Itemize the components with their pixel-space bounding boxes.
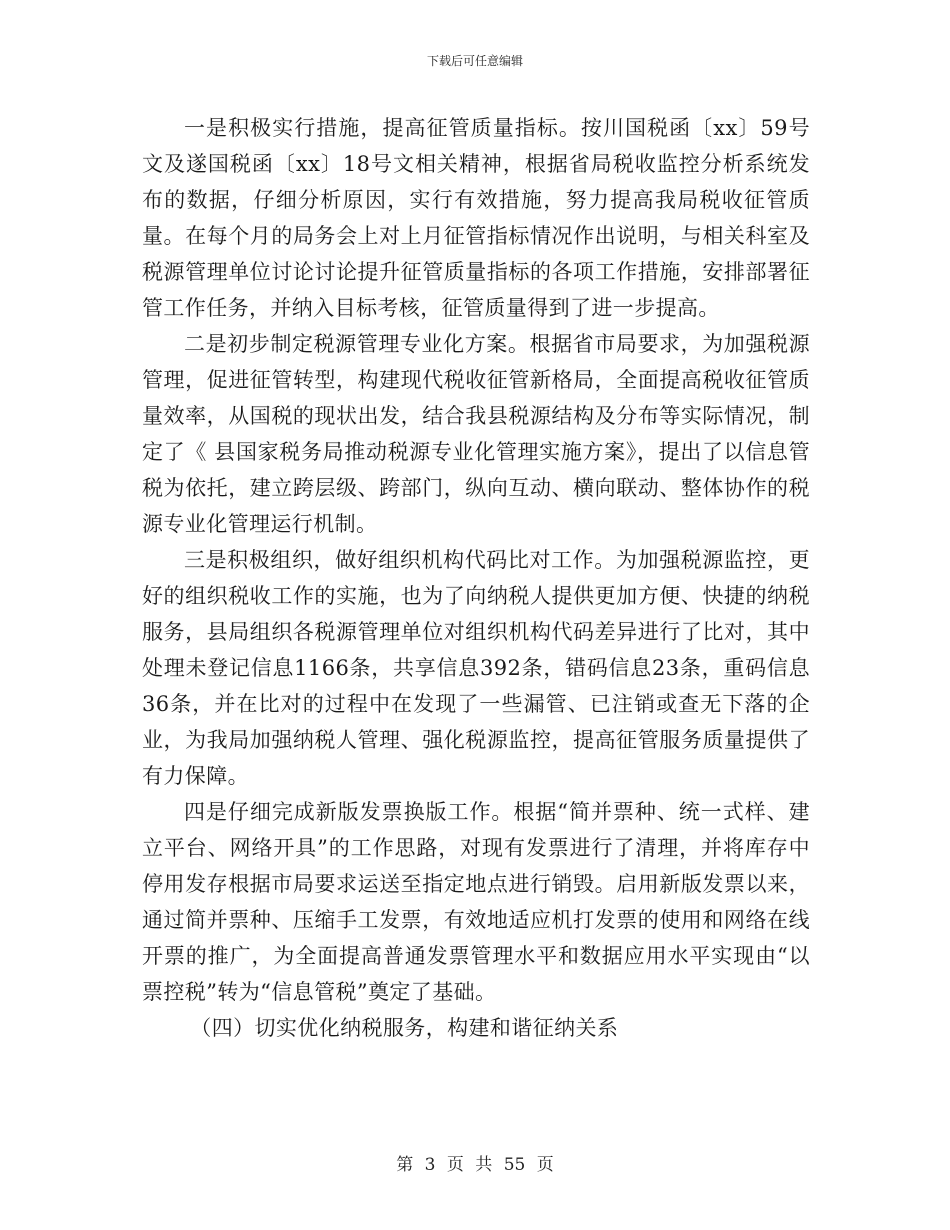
paragraph-3: 三是积极组织，做好组织机构代码比对工作。为加强税源监控，更好的组织税收工作的实施，也为了向纳税人提供更加方便、快捷的纳税服务，县局组织各税源管理单位对组织机构代码差异进行了比对，其中处理未登记信息1166条，共享信息392条，错码信息23条，重码信息36条，并在比对的过程中在发现了一些漏管、已注销或查无下落的企业，为我局加强纳税人管理、强化税源监控，提高征管服务质量提供了有力保障。: [142, 548, 810, 788]
paragraph-1: 一是积极实行措施，提高征管质量指标。按川国税函〔xx〕59号文及遂国税函〔xx〕18号文相关精神，根据省局税收监控分析系统发布的数据，仔细分析原因，实行有效措施，努力提高我局税收征管质量。在每个月的局务会上对上月征管指标情况作出说明，与相关科室及税源管理单位讨论讨论提升征管质量指标的各项工作措施，安排部署征管工作任务，并纳入目标考核，征管质量得到了进一步提高。: [142, 116, 810, 320]
section-heading: （四）切实优化纳税服务，构建和谐征纳关系: [190, 1016, 619, 1040]
document-body: [142, 110, 810, 1046]
paragraph-4: 四是仔细完成新版发票换版工作。根据“简并票种、统一式样、建立平台、网络开具”的工作思路，对现有发票进行了清理，并将库存中停用发存根据市局要求运送至指定地点进行销毁。启用新版发票以来，通过简并票种、压缩手工发票，有效地适应机打发票的使用和网络在线开票的推广，为全面提高普通发票管理水平和数据应用水平实现由“以票控税”转为“信息管税”奠定了基础。: [142, 800, 810, 1004]
page-number: 第 3 页 共 55 页: [396, 1155, 554, 1175]
paragraph-2: 二是初步制定税源管理专业化方案。根据省市局要求，为加强税源管理，促进征管转型，构建现代税收征管新格局，全面提高税收征管质量效率，从国税的现状出发，结合我县税源结构及分布等实际情况，制定了《 县国家税务局推动税源专业化管理实施方案》，提出了以信息管税为依托，建立跨层级、跨部门，纵向互动、横向联动、整体协作的税源专业化管理运行机制。: [142, 332, 810, 536]
page-header-note: 下载后可任意编辑: [426, 54, 523, 68]
